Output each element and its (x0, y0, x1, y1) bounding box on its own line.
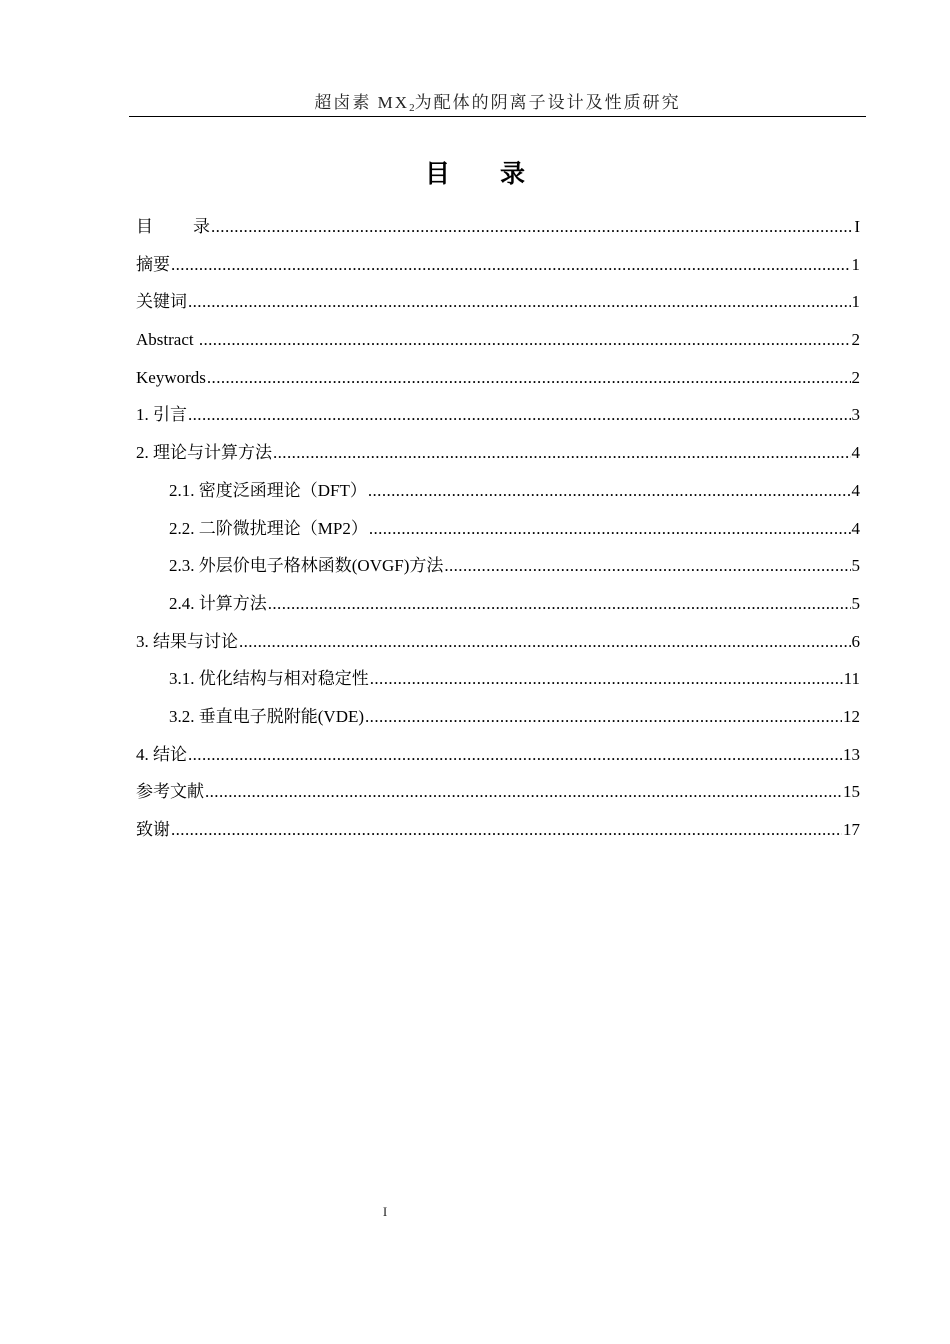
toc-entry-page: 11 (843, 669, 860, 689)
toc-entry-page: 5 (851, 593, 860, 613)
toc-entry-label: 关键词 (136, 292, 187, 312)
toc-heading (0, 156, 950, 192)
toc-entry-introduction[interactable] (136, 396, 860, 434)
toc-label-part-1: 目 (136, 217, 153, 236)
toc-entry-computational-method[interactable] (136, 585, 860, 623)
toc-entry-label (136, 208, 210, 246)
toc-entry-label: 参考文献 (136, 782, 204, 802)
footer-page-number: I (382, 1204, 388, 1219)
toc-entry-contents[interactable] (136, 208, 860, 246)
toc-entry-label: 1. 引言 (136, 405, 187, 425)
toc-entry-label: 4. 结论 (136, 744, 187, 764)
toc-entry-abstract-en[interactable] (136, 321, 860, 359)
toc-entry-label: 2.4. 计算方法 (169, 593, 267, 613)
toc-entry-page: 17 (843, 820, 860, 839)
toc-dot-leader (188, 736, 842, 774)
toc-heading-char-2: 录 (500, 159, 526, 188)
toc-entry-label: 2.3. 外层价电子格林函数(OVGF)方法 (169, 556, 444, 576)
toc-dot-leader (199, 321, 851, 359)
toc-entry-label: 致谢 (136, 820, 170, 839)
toc-dot-leader (369, 510, 851, 548)
header-title-suffix: 为配体的阴离子设计及性质研究 (414, 93, 681, 112)
toc-entry-vde[interactable] (136, 698, 860, 736)
header-title-prefix: 超卤素 MX (314, 93, 410, 112)
toc-label-part-2: 录 (193, 217, 210, 236)
toc-entry-acknowledgements[interactable] (136, 811, 860, 849)
toc-dot-leader (273, 434, 851, 472)
toc-entry-page: 2 (851, 367, 860, 387)
toc-entry-label: 2. 理论与计算方法 (136, 443, 272, 463)
toc-dot-leader (239, 623, 851, 661)
toc-dot-leader (171, 811, 842, 849)
toc-entry-page: 1 (851, 254, 860, 274)
toc-dot-leader (188, 396, 851, 434)
toc-entry-results-discussion[interactable] (136, 623, 860, 661)
toc-dot-leader (268, 585, 851, 623)
toc-entry-keywords-en[interactable] (136, 359, 860, 397)
toc-dot-leader (211, 208, 853, 246)
toc-entry-page: 4 (851, 480, 860, 500)
toc-entry-page: 13 (843, 744, 860, 764)
toc-dot-leader (444, 547, 850, 585)
toc-entry-page: 12 (843, 706, 860, 726)
toc-entry-conclusion[interactable] (136, 736, 860, 774)
toc-entry-mp2[interactable] (136, 510, 860, 548)
toc-dot-leader (370, 660, 843, 698)
toc-dot-leader (171, 246, 851, 284)
toc-entry-page: 4 (851, 443, 860, 463)
toc-entry-optimized-structure[interactable] (136, 660, 860, 698)
toc-entry-references[interactable] (136, 773, 860, 811)
toc-entry-label: 摘要 (136, 254, 170, 274)
toc-entry-page: 15 (843, 782, 860, 802)
toc-entry-label: Abstract (136, 330, 198, 350)
toc-entry-page: 5 (851, 556, 860, 576)
toc-entry-abstract-cn[interactable] (136, 246, 860, 284)
toc-entry-page: 4 (851, 518, 860, 538)
toc-entry-page: 1 (851, 292, 860, 312)
toc-entry-label: Keywords (136, 367, 206, 387)
toc-heading-char-1: 目 (424, 159, 450, 188)
toc-entry-theory-methods[interactable] (136, 434, 860, 472)
toc-entry-dft[interactable] (136, 472, 860, 510)
toc-entry-page: I (854, 217, 860, 236)
toc-entry-label: 3.2. 垂直电子脱附能(VDE) (169, 706, 365, 726)
toc-dot-leader (188, 283, 851, 321)
toc-dot-leader (368, 472, 851, 510)
table-of-contents (136, 208, 860, 849)
toc-entry-page: 6 (851, 631, 860, 651)
toc-dot-leader (207, 359, 851, 397)
toc-entry-keywords-cn[interactable] (136, 283, 860, 321)
toc-entry-label: 2.1. 密度泛函理论（DFT） (169, 480, 367, 500)
toc-entry-page: 2 (851, 330, 860, 350)
toc-dot-leader (365, 698, 842, 736)
toc-entry-label: 3. 结果与讨论 (136, 631, 238, 651)
toc-entry-label: 3.1. 优化结构与相对稳定性 (169, 669, 369, 689)
toc-entry-label: 2.2. 二阶微扰理论（MP2） (169, 518, 368, 538)
toc-entry-page: 3 (851, 405, 860, 425)
toc-dot-leader (205, 773, 842, 811)
toc-entry-ovgf[interactable] (136, 547, 860, 585)
header-title-subscript: 2 (409, 102, 415, 114)
header-rule (129, 116, 866, 117)
